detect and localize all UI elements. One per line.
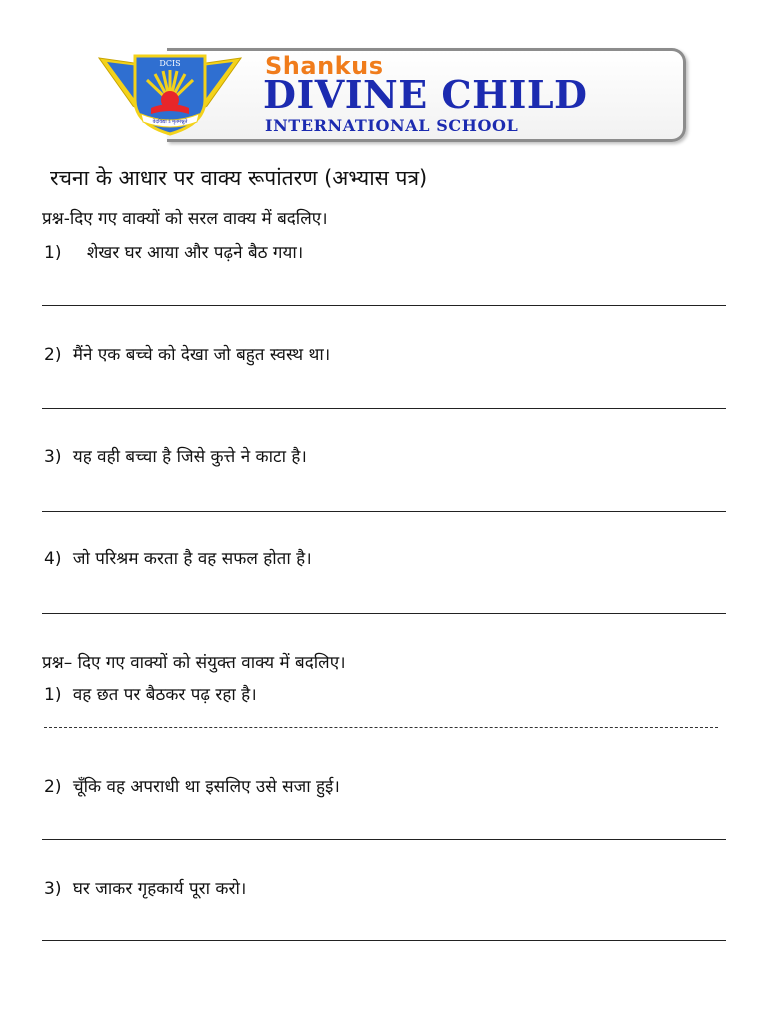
answer-line[interactable] <box>42 613 726 614</box>
brand-subtitle: INTERNATIONAL SCHOOL <box>265 116 519 135</box>
question-number: 2) <box>44 345 62 365</box>
section-1-instruction: प्रश्न-दिए गए वाक्यों को सरल वाक्य में बदलिए। <box>42 209 328 229</box>
question-number: 1) <box>44 685 62 705</box>
question-text: शेखर घर आया और पढ़ने बैठ गया। <box>86 243 304 263</box>
question-number: 1) <box>44 243 62 263</box>
question-item <box>44 774 340 797</box>
answer-line[interactable] <box>42 511 726 512</box>
section-2-instruction: प्रश्न– दिए गए वाक्यों को संयुक्त वाक्य में बदलिए। <box>42 653 346 673</box>
worksheet-title: रचना के आधार पर वाक्य रूपांतरण (अभ्यास पत्र) <box>50 166 428 190</box>
question-item <box>44 240 303 263</box>
question-item <box>44 444 307 467</box>
answer-line[interactable] <box>42 839 726 840</box>
crest-initials: DCIS <box>159 59 181 68</box>
answer-line[interactable] <box>44 727 718 728</box>
question-text: चूँकि वह अपराधी था इसलिए उसे सजा हुई। <box>72 777 340 797</box>
question-item <box>44 876 246 899</box>
question-item <box>44 546 312 569</box>
question-text: मैंने एक बच्चे को देखा जो बहुत स्वस्थ था। <box>72 345 331 365</box>
answer-line[interactable] <box>42 305 726 306</box>
question-item <box>44 682 257 705</box>
question-number: 3) <box>44 879 62 899</box>
question-text: घर जाकर गृहकार्य पूरा करो। <box>72 879 247 899</box>
crest-motto: वेदविद्या ऽ मृतमश्नुते <box>152 119 188 125</box>
school-header-banner <box>95 46 687 140</box>
question-text: वह छत पर बैठकर पढ़ रहा है। <box>72 685 257 705</box>
question-number: 4) <box>44 549 62 569</box>
brand-name: Shankus <box>265 52 384 80</box>
school-crest-logo <box>95 50 245 136</box>
question-number: 3) <box>44 447 62 467</box>
answer-line[interactable] <box>42 940 726 941</box>
answer-line[interactable] <box>42 408 726 409</box>
question-number: 2) <box>44 777 62 797</box>
question-text: यह वही बच्चा है जिसे कुत्ते ने काटा है। <box>72 447 307 467</box>
brand-title: DIVINE CHILD <box>263 72 588 117</box>
question-item <box>44 342 330 365</box>
question-text: जो परिश्रम करता है वह सफल होता है। <box>72 549 312 569</box>
